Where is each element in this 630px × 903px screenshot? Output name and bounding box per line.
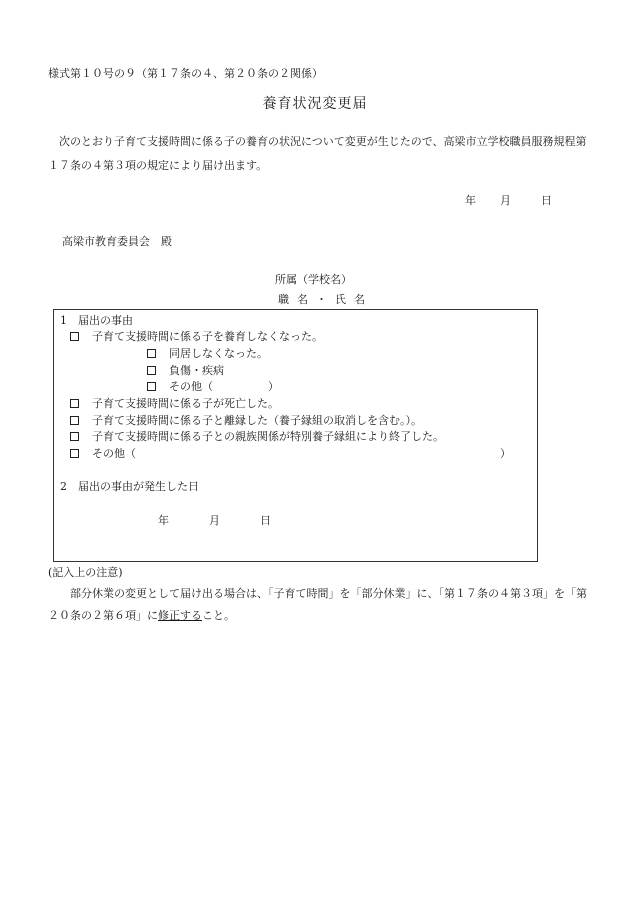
document-title: 養育状況変更届: [262, 96, 368, 112]
checkbox[interactable]: [70, 432, 79, 441]
notes-text-end: こと。: [202, 609, 235, 622]
option-label: 子育て支援時間に係る子との親族関係が特別養子縁組により終了した。: [92, 430, 444, 443]
checkbox[interactable]: [70, 332, 79, 341]
recipient: 高梁市教育委員会 殿: [62, 235, 172, 248]
notes-paragraph: [48, 583, 588, 627]
reason-box: [53, 309, 538, 562]
checkbox[interactable]: [70, 399, 79, 408]
date-month-label: 月: [500, 194, 511, 207]
section2-heading: 2 届出の事由が発生した日: [60, 480, 199, 493]
option-label: その他（ ）: [169, 380, 279, 393]
option-child-died: [70, 396, 279, 412]
occurrence-day-label: 日: [260, 514, 271, 527]
sub-option-other: [147, 379, 279, 395]
position-name-label: 職名・氏名: [278, 293, 373, 306]
option-dissolved-adoption: [70, 413, 422, 429]
option-label: 子育て支援時間に係る子と離縁した（養子縁組の取消しを含む。）。: [92, 414, 422, 427]
option-other: [70, 446, 136, 462]
occurrence-year-label: 年: [158, 514, 169, 527]
date-year-label: 年: [465, 194, 476, 207]
option-label: 子育て支援時間に係る子を養育しなくなった。: [92, 330, 323, 343]
checkbox[interactable]: [70, 416, 79, 425]
submission-date: [465, 193, 552, 209]
date-day-label: 日: [541, 194, 552, 207]
checkbox[interactable]: [147, 382, 156, 391]
option-no-longer-raising: [70, 329, 323, 345]
intro-paragraph: 次のとおり子育て支援時間に係る子の養育の状況について変更が生じたので、高梁市立学校職員服務規程第１７条の４第３項の規定により届け出ます。: [48, 135, 587, 172]
checkbox[interactable]: [147, 366, 156, 375]
option-label: 同居しなくなった。: [169, 347, 268, 360]
notes-text-underlined: 修正する: [158, 609, 202, 622]
checkbox[interactable]: [147, 349, 156, 358]
option-label: その他（: [92, 447, 136, 460]
occurrence-month-label: 月: [209, 514, 220, 527]
affiliation-label: 所属（学校名）: [275, 273, 352, 286]
sub-option-injury-illness: [147, 363, 224, 379]
sub-option-not-cohabiting: [147, 346, 268, 362]
section1-heading: 1 届出の事由: [60, 314, 133, 327]
notes-text-main: 部分休業の変更として届け出る場合は、「子育て時間」を「部分休業」に、「第１７条の４第３項」を「第２０条の２第６項」に: [48, 587, 587, 622]
option-label: 負傷・疾病: [169, 364, 224, 377]
checkbox[interactable]: [70, 449, 79, 458]
option-label: 子育て支援時間に係る子が死亡した。: [92, 397, 279, 410]
form-number: 様式第１０号の９（第１７条の４、第２０条の２関係）: [48, 67, 323, 80]
option-other-close-paren: ）: [500, 447, 511, 460]
notes-heading: (記入上の注意): [48, 566, 123, 579]
option-special-adoption-ended: [70, 429, 444, 445]
